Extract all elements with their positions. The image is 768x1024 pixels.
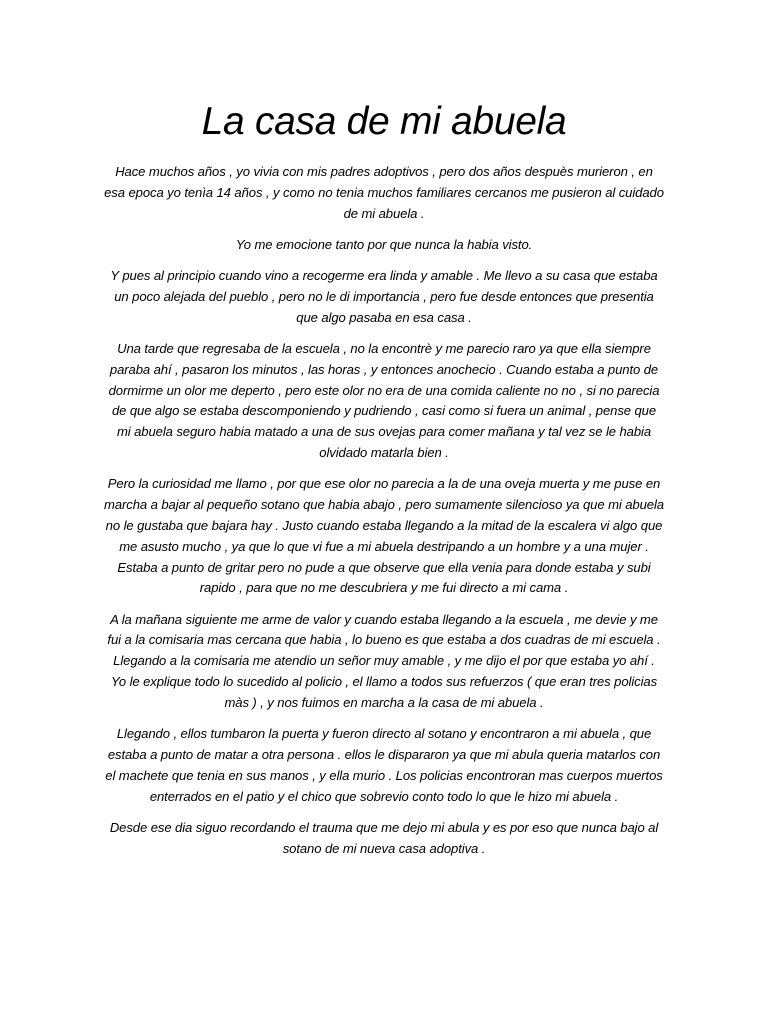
paragraph-7: Llegando , ellos tumbaron la puerta y fueron directo al sotano y encontraron a mi abuela , que estaba a punto de matar a otra persona . ellos le dispararon ya que mi abula queria matarlos con el machete que tenia en sus manos , y ella murio . Los policias encontroran mas cuerpos muertos enterrados en el patio y el chico que sobrevio conto todo lo que le hizo mi abuela .	[105, 726, 663, 804]
paragraph-3: Y pues al principio cuando vino a recogerme era linda y amable . Me llevo a su casa que estaba un poco alejada del pueblo , pero no le di importancia , pero fue desde entonces que presentia que algo pasaba en esa casa .	[110, 268, 658, 325]
document-body	[104, 162, 664, 870]
paragraph-1: Hace muchos años , yo vivia con mis padres adoptivos , pero dos años despuès murieron , en esa epoca yo tenìa 14 años , y como no tenia muchos familiares cercanos me pusieron al cuidado de mi abuela .	[104, 164, 664, 221]
paragraph-5: Pero la curiosidad me llamo , por que ese olor no parecia a la de una oveja muerta y me puse en marcha a bajar al pequeño sotano que habia abajo , pero sumamente silencioso ya que mi abuela no le gustaba que bajara hay . Justo cuando estaba llegando a la mitad de la escalera vi algo que me asusto mucho , ya que lo que vi fue a mi abuela destripando a un hombre y a una mujer . Estaba a punto de gritar pero no pude a que observe que ella venia para donde estaba y subi rapido , para que no me descubriera y me fui directo a mi cama .	[104, 476, 664, 596]
paragraph-8: Desde ese dia siguo recordando el trauma que me dejo mi abula y es por eso que nunca bajo al sotano de mi nueva casa adoptiva .	[109, 819, 659, 856]
paragraph-2: Yo me emocione tanto por que nunca la habia visto.	[235, 236, 533, 252]
paragraph-4: Una tarde que regresaba de la escuela , no la encontrè y me parecio raro ya que ella siempre paraba ahí , pasaron los minutos , las horas , y entonces anochecio . Cuando estaba a punto de dormirme un olor me deperto , pero este olor no era de una comida caliente no no , si no parecia de que algo se estaba descomponiendo y pudriendo , casi como si fuera un animal , pense que mi abuela seguro habia matado a una de sus ovejas para comer mañana y tal vez se le habia olvidado matarla bien .	[108, 341, 660, 461]
document-title: La casa de mi abuela	[201, 100, 567, 143]
paragraph-6: A la mañana siguiente me arme de valor y cuando estaba llegando a la escuela , me devie y me fui a la comisaria mas cercana que habia , lo bueno es que estaba a dos cuadras de mi escuela . Llegando a la comisaria me atendio un señor muy amable , y me dijo el por que estaba yo ahí . Yo le explique todo lo sucedido al policio , el llamo a todos sus refuerzos ( que eran tres policias màs ) , y nos fuimos en marcha a la casa de mi abuela .	[107, 611, 661, 710]
